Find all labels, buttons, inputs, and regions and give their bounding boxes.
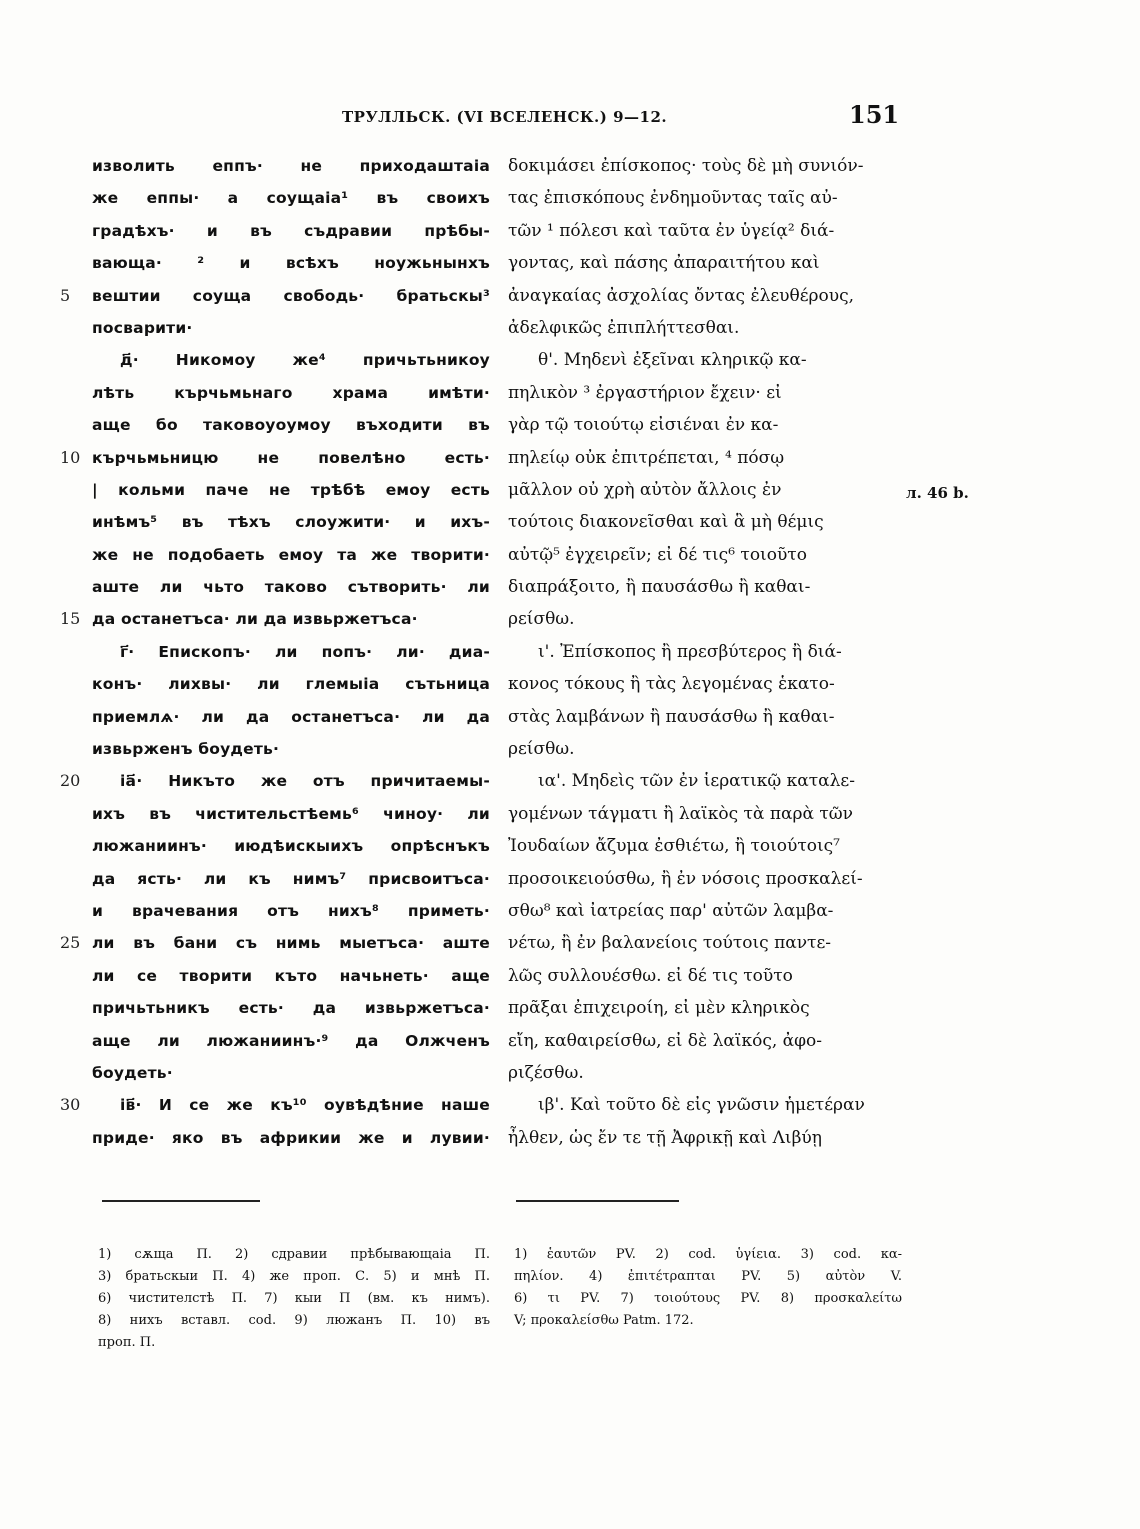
text-line xyxy=(508,571,900,603)
slavonic-text: ли въ бани съ нимь мыетъса· аште xyxy=(92,934,490,953)
text-line xyxy=(508,215,900,247)
greek-text: τούτοις διακονεῖσθαι καὶ ἃ μὴ θέμις xyxy=(508,512,824,533)
text-line xyxy=(508,992,900,1024)
text-line xyxy=(60,863,490,895)
footnote-line: 1) сѫща П. 2) сдравии прѣбывающаiа П. xyxy=(98,1247,490,1262)
footnote-divider xyxy=(516,1200,679,1202)
slavonic-text: инѣмъ⁵ въ тѣхъ слоужити· и ихъ- xyxy=(92,513,490,532)
text-line xyxy=(60,603,490,635)
greek-footnotes xyxy=(514,1244,902,1332)
greek-text: θ'. Μηδενὶ ἐξεῖναι κληρικῷ κα- xyxy=(538,350,807,371)
text-line xyxy=(508,895,900,927)
text-line xyxy=(508,182,900,214)
text-line xyxy=(60,733,490,765)
text-line xyxy=(508,733,900,765)
text-line xyxy=(60,960,490,992)
greek-text: γὰρ τῷ τοιούτῳ εἰσιέναι ἐν κα- xyxy=(508,415,779,436)
greek-text: τῶν ¹ πόλεσι καὶ ταῦτα ἐν ὑγείᾳ² διά- xyxy=(508,220,835,241)
greek-text: δοκιμάσει ἐπίσκοπος· τοὺς δὲ μὴ συνιόν- xyxy=(508,156,864,176)
footnote-line: πηλίον. 4) ἐπιτέτραπται PV. 5) αὐτὸν V. xyxy=(514,1269,902,1284)
text-line xyxy=(60,539,490,571)
text-line xyxy=(60,1089,490,1121)
greek-text: στὰς λαμβάνων ἢ παυσάσθω ἢ καθαι- xyxy=(508,706,835,727)
text-line xyxy=(60,992,490,1024)
slavonic-footnotes xyxy=(98,1244,490,1354)
text-line xyxy=(508,442,900,474)
greek-text: γοντας, καὶ πάσης ἀπαραιτήτου καὶ xyxy=(508,253,820,274)
text-line xyxy=(60,344,490,376)
text-line xyxy=(508,506,900,538)
slavonic-text: г҃· Епископъ· ли попъ· ли· диа- xyxy=(120,642,490,661)
greek-text: ἀδελφικῶς ἐπιπλήττεσθαι. xyxy=(508,317,740,338)
slavonic-text: градѣхъ· и въ съдравии прѣбы- xyxy=(92,221,490,240)
slavonic-text: же не подобаеть емоу та же творити· xyxy=(92,545,490,564)
greek-text: γομένων τάγματι ἢ λαϊκὸς τὰ παρὰ τῶν xyxy=(508,803,853,824)
greek-text: αὐτῷ⁵ ἐγχειρεῖν; εἰ δέ τις⁶ τοιοῦτο xyxy=(508,544,807,565)
slavonic-column xyxy=(60,150,490,1154)
text-line xyxy=(508,247,900,279)
greek-text: τας ἐπισκόπους ἐνδημοῦντας ταῖς αὐ- xyxy=(508,188,838,209)
text-line xyxy=(60,280,490,312)
text-line xyxy=(60,182,490,214)
slavonic-text: изволить еппъ· не приходаштаia xyxy=(92,157,490,175)
text-line xyxy=(508,603,900,635)
greek-text: πρᾶξαι ἐπιχειροίη, εἰ μὲν κληρικὸς xyxy=(508,998,810,1019)
text-line xyxy=(508,701,900,733)
footnote-line: 3) братьскыи П. 4) же проп. С. 5) и мнѣ П. xyxy=(98,1269,490,1284)
text-line xyxy=(508,150,900,182)
text-line xyxy=(508,474,900,506)
text-line xyxy=(508,1057,900,1089)
greek-text: ι'. Ἐπίσκοπος ἢ πρεσβύτερος ἢ διά- xyxy=(538,641,842,662)
text-line xyxy=(60,409,490,441)
text-line xyxy=(508,668,900,700)
text-line xyxy=(60,474,490,506)
slavonic-text: да останетъса· ли да извьржетъса· xyxy=(92,610,418,629)
footnote-line: проп. П. xyxy=(98,1335,156,1350)
slavonic-text: люжаниинъ· июдѣискыихъ опрѣснъкъ xyxy=(92,837,490,856)
text-line xyxy=(60,377,490,409)
greek-text: ρείσθω. xyxy=(508,609,575,630)
text-line xyxy=(60,312,490,344)
footnote-line: V; προκαλείσθω Patm. 172. xyxy=(514,1313,694,1328)
slavonic-text: причьтьникъ есть· да извьржетъса· xyxy=(92,999,490,1018)
text-line xyxy=(60,895,490,927)
line-number: 20 xyxy=(60,771,81,791)
slavonic-text: аще ли люжаниинъ·⁹ да Олжченъ xyxy=(92,1031,490,1050)
greek-text: σθω⁸ καὶ ἰατρείας παρ' αὐτῶν λαμβα- xyxy=(508,900,834,921)
slavonic-text: | кольми паче не трѣбѣ емоу есть xyxy=(92,480,490,499)
text-line xyxy=(60,442,490,474)
line-number: 5 xyxy=(60,285,71,305)
greek-text: προσοικειούσθω, ἢ ἐν νόσοις προσκαλεί- xyxy=(508,868,863,889)
text-line xyxy=(60,798,490,830)
text-line xyxy=(508,344,900,376)
slavonic-text: же еппы· а соущаia¹ въ своихъ xyxy=(92,189,490,208)
greek-text: ρείσθω. xyxy=(508,739,575,760)
page-header xyxy=(0,98,1140,138)
text-line xyxy=(508,409,900,441)
text-line xyxy=(60,1122,490,1154)
text-line xyxy=(60,668,490,700)
text-line xyxy=(60,247,490,279)
slavonic-text: аще бо таковоуоумоу въходити въ xyxy=(92,416,490,435)
footnote-line: 6) τι PV. 7) τοιούτους PV. 8) προσκαλείτω xyxy=(514,1291,902,1306)
line-number: 25 xyxy=(60,933,81,953)
slavonic-text: боудеть· xyxy=(92,1063,173,1082)
greek-text: πηλείῳ οὐκ ἐπιτρέπεται, ⁴ πόσῳ xyxy=(508,447,785,468)
running-title: ТРУЛЛЬСК. (VI ВСЕЛЕНСК.) 9—12. xyxy=(342,108,668,126)
slavonic-text: вающа· ² и всѣхъ ноужьнынхъ xyxy=(92,254,490,273)
slavonic-text: извьрженъ боудеть· xyxy=(92,740,280,759)
line-number: 30 xyxy=(60,1095,81,1115)
text-line xyxy=(60,927,490,959)
text-line xyxy=(508,960,900,992)
greek-text: ιβ'. Καὶ τοῦτο δὲ εἰς γνῶσιν ἡμετέραν xyxy=(538,1095,865,1116)
text-line xyxy=(508,765,900,797)
text-line xyxy=(60,506,490,538)
text-line xyxy=(60,636,490,668)
greek-text: ἀναγκαίας ἀσχολίας ὄντας ἐλευθέρους, xyxy=(508,285,855,306)
greek-text: Ἰουδαίων ἄζυμα ἐσθιέτω, ἢ τοιούτοις⁷ xyxy=(508,836,840,857)
greek-text: νέτω, ἢ ἐν βαλανείοις τούτοις παντε- xyxy=(508,933,832,954)
slavonic-text: посварити· xyxy=(92,318,193,337)
slavonic-text: конъ· лихвы· ли глемыia сътьница xyxy=(92,675,490,694)
line-number: 10 xyxy=(60,447,81,467)
greek-text: πηλικὸν ³ ἐργαστήριον ἔχειν· εἰ xyxy=(508,382,782,403)
text-line xyxy=(508,312,900,344)
slavonic-text: и врачевания отъ нихъ⁸ приметь· xyxy=(92,901,490,920)
text-line xyxy=(60,215,490,247)
greek-text: λῶς συλλουέσθω. εἰ δέ τις τοῦτο xyxy=(508,965,793,986)
footnote-line: 6) чистителстѣ П. 7) кыи П (вм. къ нимъ). xyxy=(98,1291,490,1306)
greek-text: διαπράξοιτο, ἢ παυσάσθω ἢ καθαι- xyxy=(508,577,811,598)
text-line xyxy=(508,830,900,862)
line-number: 15 xyxy=(60,609,81,629)
footnote-line: 8) нихъ вставл. cod. 9) люжанъ П. 10) въ xyxy=(98,1313,490,1328)
text-line xyxy=(60,701,490,733)
text-line xyxy=(508,927,900,959)
text-line xyxy=(508,1122,900,1154)
greek-column xyxy=(508,150,900,1154)
text-line xyxy=(508,1089,900,1121)
slavonic-text: аште ли чьто таково сътворить· ли xyxy=(92,578,490,597)
page-number: 151 xyxy=(849,100,900,129)
footnote-line: 1) ἑαυτῶν PV. 2) cod. ὑγίεια. 3) cod. κα- xyxy=(514,1247,902,1262)
greek-text: μᾶλλον οὐ χρὴ αὐτὸν ἄλλοις ἐν xyxy=(508,479,782,500)
slavonic-text: iв҃· И се же къ¹⁰ оувѣдѣние наше xyxy=(120,1096,490,1115)
text-line xyxy=(508,539,900,571)
slavonic-text: да ясть· ли къ нимъ⁷ присвоитъса· xyxy=(92,869,490,888)
text-line xyxy=(508,798,900,830)
greek-text: ια'. Μηδεὶς τῶν ἐν ἱερατικῷ καταλε- xyxy=(538,771,855,792)
footnote-divider xyxy=(102,1200,260,1202)
slavonic-text: ia҃· Никъто же отъ причитаемы- xyxy=(120,772,490,791)
slavonic-text: вештии соуща свободь· братьскы³ xyxy=(92,286,490,305)
text-line xyxy=(60,150,490,182)
slavonic-text: ихъ въ чистительстѣемь⁶ чиноу· ли xyxy=(92,804,490,823)
margin-folio-note: л. 46 b. xyxy=(906,484,969,502)
text-line xyxy=(508,863,900,895)
greek-text: ἦλθεν, ὡς ἔν τε τῇ Ἀφρικῇ καὶ Λιβύῃ xyxy=(508,1127,822,1148)
text-line xyxy=(60,830,490,862)
text-line xyxy=(60,1057,490,1089)
slavonic-text: кърчьмьницю не повелѣно есть· xyxy=(92,448,490,467)
text-line xyxy=(60,765,490,797)
slavonic-text: лѣть кърчьмьнаго храма имѣти· xyxy=(92,383,490,402)
greek-text: ριζέσθω. xyxy=(508,1062,584,1083)
text-line xyxy=(508,280,900,312)
greek-text: εἴη, καθαιρείσθω, εἰ δὲ λαϊκός, ἀφο- xyxy=(508,1030,823,1051)
greek-text: κονος τόκους ἢ τὰς λεγομένας ἑκατο- xyxy=(508,674,835,695)
text-line xyxy=(508,636,900,668)
slavonic-text: д҃· Никомоу же⁴ причьтьникоу xyxy=(120,351,490,370)
text-line xyxy=(60,571,490,603)
text-line xyxy=(508,1025,900,1057)
text-line xyxy=(508,377,900,409)
slavonic-text: приде· яко въ африкии же и лувии· xyxy=(92,1128,490,1147)
slavonic-text: ли се творити къто начьнеть· аще xyxy=(92,966,490,985)
text-line xyxy=(60,1025,490,1057)
slavonic-text: приемлѧ· ли да останетъса· ли да xyxy=(92,707,490,726)
